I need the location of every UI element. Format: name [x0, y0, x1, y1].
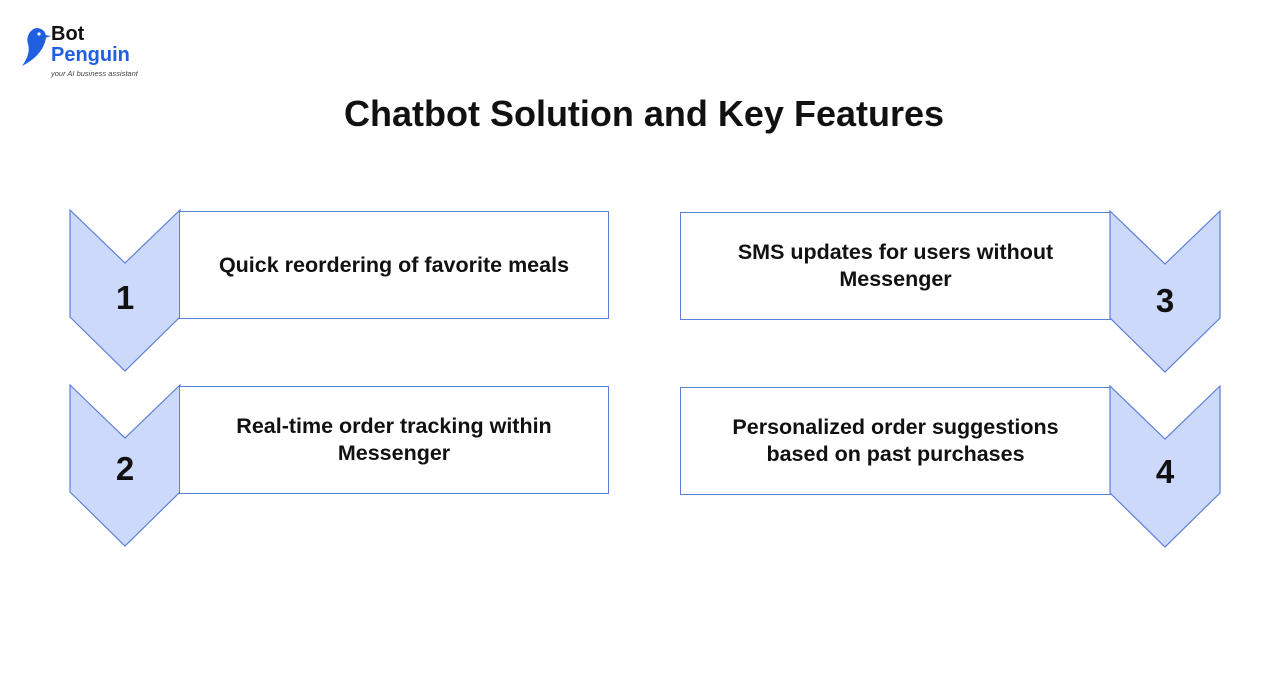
logo-text-bot: Bot [51, 23, 85, 45]
feature-number: 2 [115, 450, 135, 487]
feature-item-4 [680, 385, 1221, 549]
feature-number: 3 [1155, 282, 1175, 319]
feature-text-box [179, 211, 609, 319]
logo-text-penguin: Penguin [51, 44, 130, 66]
feature-text: SMS updates for users without Messenger [737, 240, 1054, 291]
page-title: Chatbot Solution and Key Features [343, 93, 945, 134]
brand-logo [18, 24, 148, 84]
feature-item-3 [680, 210, 1221, 374]
feature-text: Quick reordering of favorite meals [218, 252, 570, 277]
feature-item-2 [69, 384, 609, 548]
feature-text: Personalized order suggestions based on past purchases [732, 415, 1059, 466]
feature-number: 4 [1155, 453, 1175, 490]
feature-number: 1 [115, 279, 135, 316]
feature-text-box [680, 212, 1111, 320]
feature-text-box [680, 387, 1111, 495]
feature-text-box [179, 386, 609, 494]
feature-item-1 [69, 209, 609, 373]
feature-text: Real-time order tracking within Messenger [236, 414, 552, 465]
penguin-icon [18, 26, 52, 68]
logo-tagline: your AI business assistant [51, 69, 138, 78]
